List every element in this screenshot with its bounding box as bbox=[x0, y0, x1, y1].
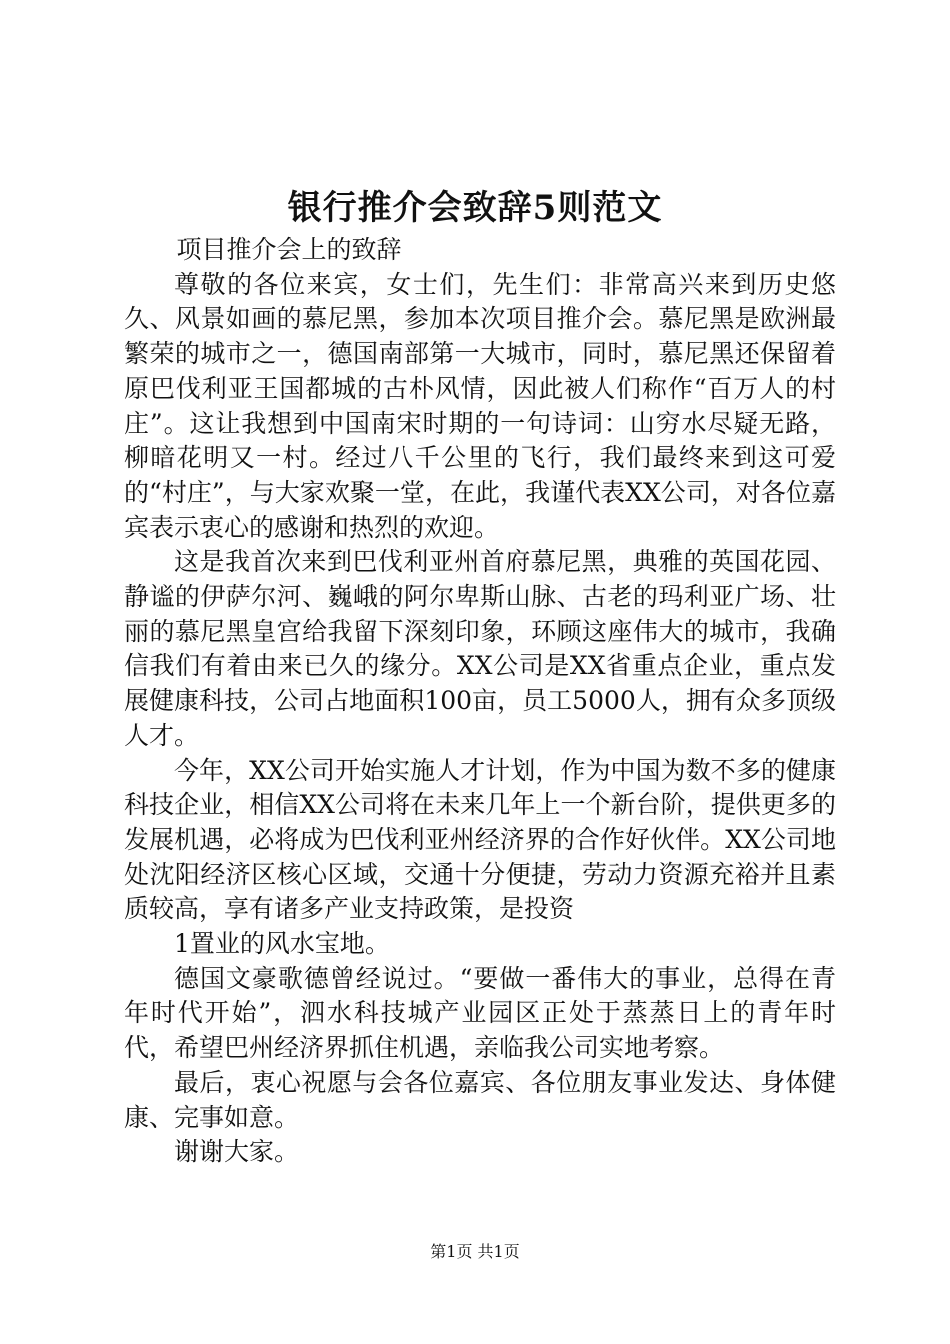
document-body bbox=[124, 233, 836, 1170]
body-paragraph: 最后，衷心祝愿与会各位嘉宾、各位朋友事业发达、身体健康、完事如意。 bbox=[124, 1067, 836, 1132]
body-paragraph: 德国文豪歌德曾经说过。“要做一番伟大的事业，总得在青年时代开始”，泗水科技城产业园区正处于蒸蒸日上的青年时代，希望巴州经济界抓住机遇，亲临我公司实地考察。 bbox=[124, 963, 836, 1063]
body-paragraph: 1置业的风水宝地。 bbox=[174, 929, 390, 959]
page-number-footer: 第1页 共1页 bbox=[430, 1242, 520, 1261]
document-title: 银行推介会致辞5则范文 bbox=[287, 188, 663, 228]
body-paragraph: 这是我首次来到巴伐利亚州首府慕尼黑，典雅的英国花园、静谧的伊萨尔河、巍峨的阿尔卑斯山脉、古老的玛利亚广场、壮丽的慕尼黑皇宫给我留下深刻印象，环顾这座伟大的城市，我确信我们有着由来已久的缘分。XX公司是XX省重点企业，重点发展健康科技，公司占地面积100亩，员工5000人，拥有众多顶级人才。 bbox=[124, 547, 836, 750]
body-paragraph: 尊敬的各位来宾，女士们，先生们：非常高兴来到历史悠久、风景如画的慕尼黑，参加本次项目推介会。慕尼黑是欧洲最繁荣的城市之一，德国南部第一大城市，同时，慕尼黑还保留着原巴伐利亚王国都城的古朴风情，因此被人们称作“百万人的村庄”。这让我想到中国南宋时期的一句诗词：山穷水尽疑无路，柳暗花明又一村。经过八千公里的飞行，我们最终来到这可爱的“村庄”，与大家欢聚一堂，在此，我谨代表XX公司，对各位嘉宾表示衷心的感谢和热烈的欢迎。 bbox=[124, 269, 836, 542]
closing-paragraph: 谢谢大家。 bbox=[174, 1137, 300, 1167]
subtitle-paragraph: 项目推介会上的致辞 bbox=[176, 235, 402, 264]
body-paragraph: 今年，XX公司开始实施人才计划，作为中国为数不多的健康科技企业，相信XX公司将在未来几年上一个新台阶，提供更多的发展机遇，必将成为巴伐利亚州经济界的合作好伙伴。XX公司地处沈阳经济区核心区域，交通十分便捷，劳动力资源充裕并且素质较高，享有诸多产业支持政策，是投资 bbox=[124, 755, 836, 924]
